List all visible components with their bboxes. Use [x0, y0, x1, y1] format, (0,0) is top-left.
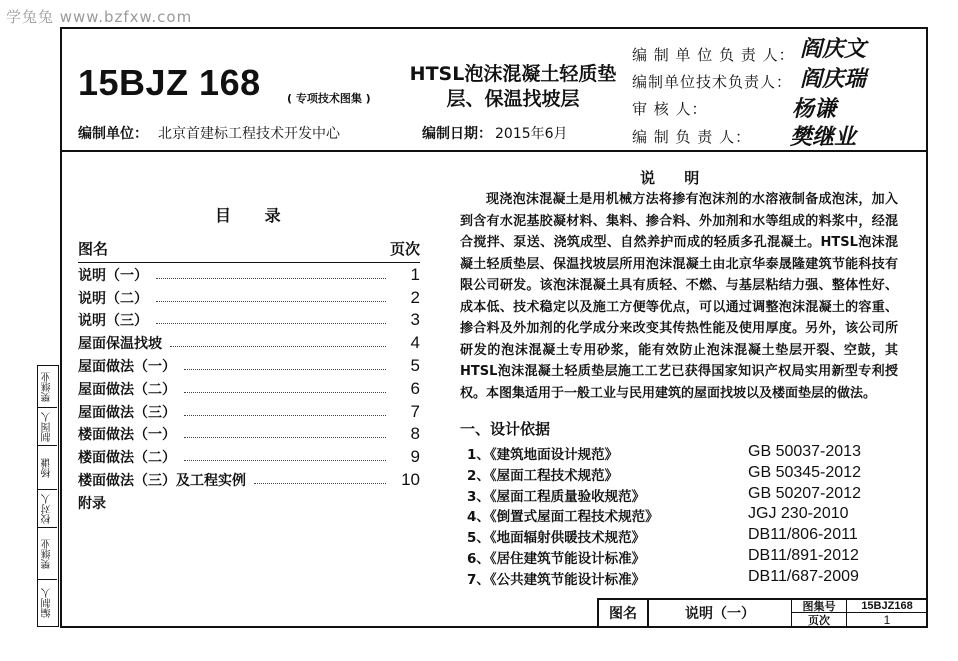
basis-item: 3、《屋面工程质量验收规范》 GB 50207-2012	[467, 484, 861, 505]
sidebar-cell: 校对人	[38, 490, 57, 528]
signature-3: 杨谦	[792, 96, 837, 122]
toc-item[interactable]: 楼面做法（二） 9	[78, 447, 420, 467]
atlas-title: HTSL泡沫混凝土轻质垫层、保温找坡层	[409, 63, 617, 110]
basis-item: 5、《地面辐射供暖技术规范》 DB11/806-2011	[467, 526, 858, 547]
toc-list	[78, 262, 420, 513]
toc-item[interactable]: 说明（一） 1	[78, 264, 420, 284]
sidebar-cell: 樊继业	[38, 366, 57, 408]
sidebar-cell: 制图人	[38, 408, 57, 446]
title-block-page-label: 页次	[808, 614, 830, 627]
toc-header	[78, 238, 420, 263]
toc-col-name: 图名	[78, 240, 109, 258]
toc-col-page: 页次	[389, 240, 420, 258]
basis-item: 4、《倒置式屋面工程技术规范》 JGJ 230-2010	[467, 505, 849, 526]
responsible-label-3: 审 核 人：	[632, 100, 708, 118]
toc-item[interactable]: 楼面做法（一） 8	[78, 424, 420, 444]
title-block-page-value: 1	[883, 613, 891, 627]
toc-item[interactable]: 屋面做法（二） 6	[78, 378, 420, 398]
sidebar-cell: 樊继业	[38, 528, 57, 580]
design-basis-list	[467, 443, 897, 589]
title-block-set-label: 图集号	[802, 599, 836, 613]
signature-1: 阎庆文	[800, 36, 867, 62]
description-title: 说 明	[640, 169, 712, 187]
title-block-set-value: 15BJZ168	[861, 599, 913, 612]
sidebar-cell: 编制人	[41, 587, 53, 618]
toc-title: 目 录	[215, 206, 295, 225]
signature-4: 樊继业	[790, 124, 857, 150]
toc-item[interactable]: 屋面做法（一） 5	[78, 355, 420, 375]
toc-item[interactable]: 附录	[78, 495, 106, 512]
toc-item[interactable]: 屋面做法（三） 7	[78, 401, 420, 421]
design-basis-heading: 一、设计依据	[460, 420, 551, 438]
org-value: 北京首建标工程技术开发中心	[158, 126, 340, 142]
basis-item: 1、《建筑地面设计规范》 GB 50037-2013	[467, 443, 861, 463]
toc-item[interactable]: 说明（二） 2	[78, 287, 420, 307]
toc-item[interactable]: 楼面做法（三）及工程实例 10	[78, 469, 420, 489]
atlas-code: 15BJZ 168	[78, 62, 261, 103]
description-body: 现浇泡沫混凝土是用机械方法将掺有泡沫剂的水溶液制备成泡沫，加入到含有水泥基胶凝材料、集料、掺合料、外加剂和水等组成的料浆中，经混合搅拌、泵送、浇筑成型、自然养护而成的轻质多孔混凝土。HTSL泡沫混凝土轻质垫层、保温找坡层所用泡沫混凝土由北京华泰晟隆建筑节能科技有限公司研发。该泡沫混凝土具有质轻、不燃、与基层粘结力强、整体性好、成本低、技术稳定以及施工方便等优点，可以通过调整泡沫混凝土的容重、掺合料及外加剂的化学成分来改变其传热性能及使用厚度。另外，该公司所研发的泡沫混凝土专用砂浆，能有效防止泡沫混凝土垫层开裂、空鼓，其HTSL泡沫混凝土轻质垫层施工工艺已获得国家知识产权局实用新型专利授权。本图集适用于一般工业与民用建筑的屋面找坡以及楼面垫层的做法。	[460, 192, 898, 401]
atlas-subtitle: ( 专项技术图集 )	[287, 92, 371, 105]
date-label: 编制日期：	[422, 126, 492, 142]
responsible-label-2: 编制单位技术负责人：	[632, 73, 793, 91]
sidebar-signature-strip	[37, 365, 59, 627]
basis-item: 6、《居住建筑节能设计标准》 DB11/891-2012	[467, 546, 859, 567]
responsible-label-1: 编 制 单 位 负 责 人：	[632, 46, 795, 64]
org-label: 编制单位：	[78, 126, 148, 142]
responsible-label-4: 编 制 负 责 人：	[632, 128, 752, 146]
watermark-text: 学兔兔 www.bzfxw.com	[6, 8, 193, 26]
basis-item: 7、《公共建筑节能设计标准》 DB11/687-2009	[467, 567, 859, 588]
date-value: 2015年6月	[495, 126, 568, 142]
basis-item: 2、《屋面工程技术规范》 GB 50345-2012	[467, 463, 861, 484]
title-block-name-value: 说明（一）	[685, 606, 755, 622]
title-block-name-label: 图名	[609, 606, 637, 622]
toc-item[interactable]: 说明（三） 3	[78, 310, 420, 330]
toc-item[interactable]: 屋面保温找坡 4	[78, 333, 420, 353]
sidebar-cell: 杨谦	[38, 446, 57, 490]
signature-2: 阎庆瑞	[800, 66, 867, 92]
